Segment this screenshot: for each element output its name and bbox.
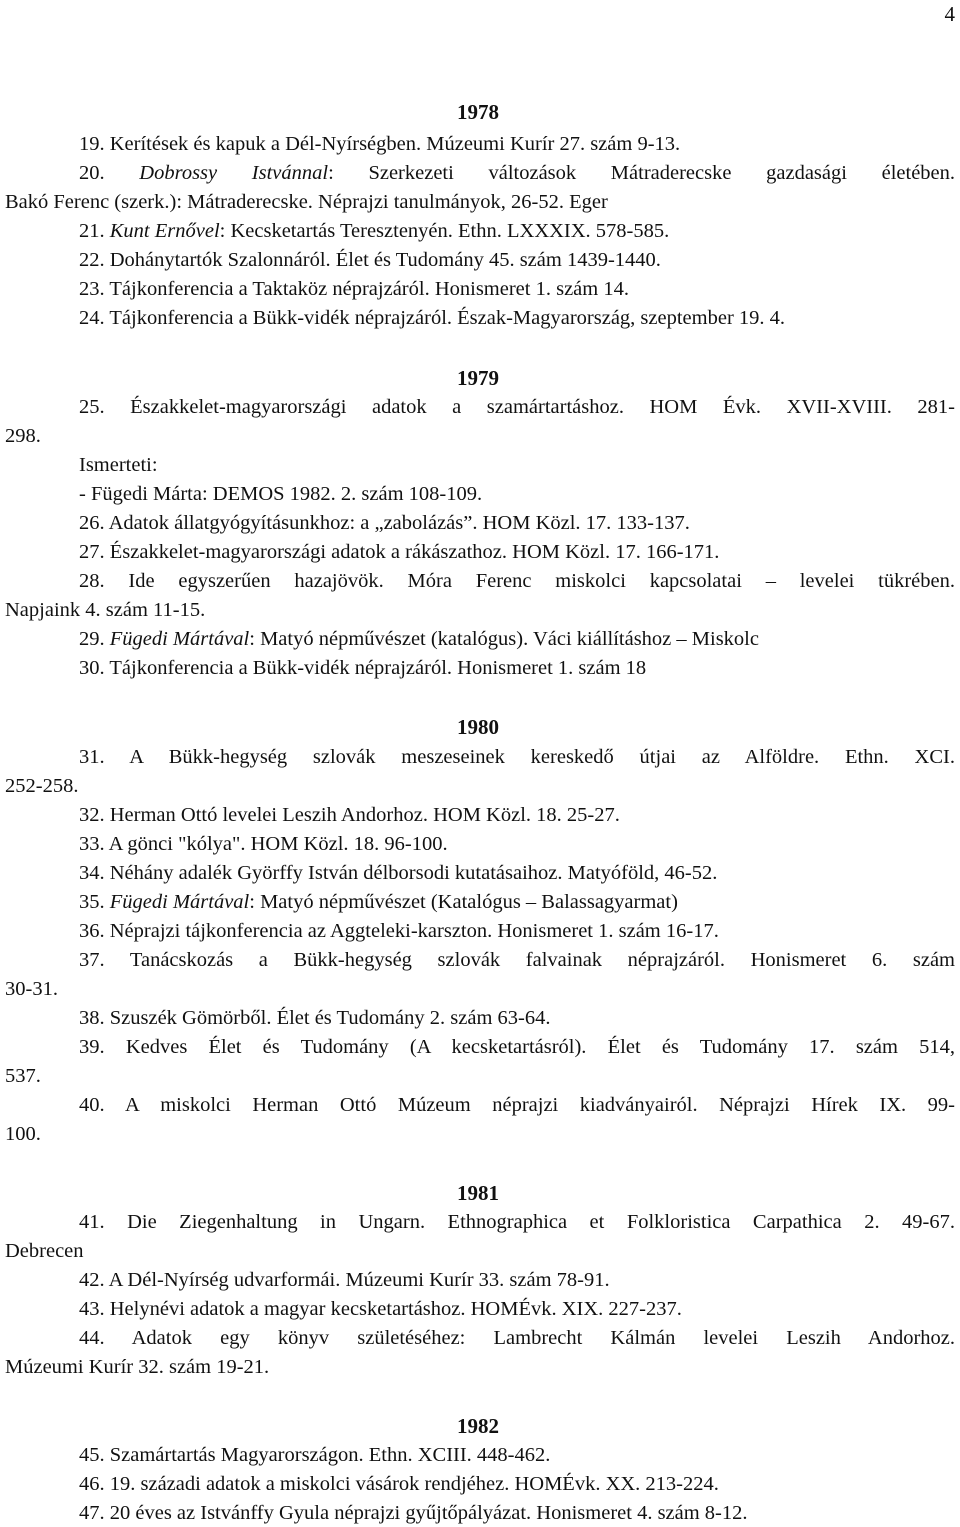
entry-continuation: 252-258.: [5, 775, 79, 797]
entry-continuation: 100.: [5, 1123, 41, 1145]
bibliography-entry: 46. 19. századi adatok a miskolci vásárok rendjéhez. HOMÉvk. XX. 213-224.: [79, 1473, 719, 1495]
coauthor-name: Fügedi Mártával: [109, 628, 250, 650]
entry-continuation: Napjaink 4. szám 11-15.: [5, 599, 206, 621]
bibliography-entry: 40. A miskolci Herman Ottó Múzeum néprajzi kiadványairól. Néprajzi Hírek IX. 99-: [79, 1094, 955, 1116]
section-year-heading: 1981: [457, 1181, 499, 1205]
coauthor-name: Fügedi Mártával: [109, 891, 250, 913]
entry-continuation: Múzeumi Kurír 32. szám 19-21.: [5, 1356, 270, 1378]
bibliography-entry: 19. Kerítések és kapuk a Dél-Nyírségben. Múzeumi Kurír 27. szám 9-13.: [79, 133, 681, 155]
section-year-heading: 1982: [457, 1414, 499, 1438]
bibliography-entry: 20. Dobrossy Istvánnal: Szerkezeti változások Mátraderecske gazdasági életében.: [79, 162, 956, 184]
entry-continuation: Bakó Ferenc (szerk.): Mátraderecske. Néprajzi tanulmányok, 26-52. Eger: [5, 191, 608, 213]
entry-continuation: 30-31.: [5, 978, 58, 1000]
section-year-heading: 1980: [457, 715, 499, 739]
bibliography-entry: 27. Északkelet-magyarországi adatok a rákászathoz. HOM Közl. 17. 166-171.: [79, 541, 720, 563]
bibliography-entry: 42. A Dél-Nyírség udvarformái. Múzeumi Kurír 33. szám 78-91.: [79, 1269, 610, 1291]
bibliography-entry: 37. Tanácskozás a Bükk-hegység szlovák falvainak néprajzáról. Honismeret 6. szám: [79, 949, 955, 971]
entry-continuation: Debrecen: [5, 1240, 84, 1262]
entry-continuation: 537.: [5, 1065, 41, 1087]
bibliography-entry: 47. 20 éves az Istvánffy Gyula néprajzi gyűjtőpályázat. Honismeret 4. szám 8-12.: [79, 1502, 748, 1524]
bibliography-entry: 36. Néprajzi tájkonferencia az Aggteleki-karszton. Honismeret 1. szám 16-17.: [79, 920, 719, 942]
coauthor-name: Dobrossy Istvánnal: [139, 162, 329, 184]
review-item: - Fügedi Márta: DEMOS 1982. 2. szám 108-109.: [79, 483, 483, 505]
entry-continuation: 298.: [5, 425, 41, 447]
bibliography-entry: 43. Helynévi adatok a magyar kecsketartáshoz. HOMÉvk. XIX. 227-237.: [79, 1298, 682, 1320]
bibliography-entry: 30. Tájkonferencia a Bükk-vidék néprajzáról. Honismeret 1. szám 18: [79, 657, 647, 679]
coauthor-name: Kunt Ernővel: [109, 220, 220, 242]
bibliography-entry: 28. Ide egyszerűen hazajövök. Móra Ferenc miskolci kapcsolatai – levelei tükrében.: [79, 570, 955, 592]
bibliography-entry: 24. Tájkonferencia a Bükk-vidék néprajzáról. Észak-Magyarország, szeptember 19. 4.: [79, 307, 786, 329]
bibliography-entry: 31. A Bükk-hegység szlovák meszeseinek kereskedő útjai az Alföldre. Ethn. XCI.: [79, 746, 955, 768]
bibliography-entry: 26. Adatok állatgyógyításunkhoz: a „zabolázás”. HOM Közl. 17. 133-137.: [79, 512, 690, 534]
review-label: Ismerteti:: [79, 454, 158, 476]
bibliography-entry: 35. Fügedi Mártával: Matyó népművészet (Katalógus – Balassagyarmat): [79, 891, 678, 913]
bibliography-entry: 22. Dohánytartók Szalonnáról. Élet és Tudomány 45. szám 1439-1440.: [79, 249, 661, 271]
bibliography-entry: 39. Kedves Élet és Tudomány (A kecsketartásról). Élet és Tudomány 17. szám 514,: [79, 1036, 955, 1058]
bibliography-entry: 38. Szuszék Gömörből. Élet és Tudomány 2. szám 63-64.: [79, 1007, 551, 1029]
bibliography-entry: 32. Herman Ottó levelei Leszih Andorhoz. HOM Közl. 18. 25-27.: [79, 804, 620, 826]
page-number: 4: [944, 2, 955, 26]
bibliography-entry: 34. Néhány adalék Györffy István délborsodi kutatásaihoz. Matyóföld, 46-52.: [79, 862, 718, 884]
bibliography-entry: 25. Északkelet-magyarországi adatok a szamártartáshoz. HOM Évk. XVII-XVIII. 281-: [79, 396, 955, 418]
section-year-heading: 1979: [457, 366, 499, 390]
bibliography-entry: 44. Adatok egy könyv születéséhez: Lambrecht Kálmán levelei Leszih Andorhoz.: [79, 1327, 955, 1349]
bibliography-entry: 29. Fügedi Mártával: Matyó népművészet (katalógus). Váci kiállításhoz – Miskolc: [79, 628, 759, 650]
bibliography-entry: 33. A gönci "kólya". HOM Közl. 18. 96-100.: [79, 833, 448, 855]
bibliography-entry: 21. Kunt Ernővel: Kecsketartás Teresztenyén. Ethn. LXXXIX. 578-585.: [79, 220, 670, 242]
section-year-heading: 1978: [457, 100, 499, 124]
bibliography-entry: 45. Szamártartás Magyarországon. Ethn. XCIII. 448-462.: [79, 1444, 551, 1466]
bibliography-entry: 41. Die Ziegenhaltung in Ungarn. Ethnographica et Folkloristica Carpathica 2. 49-67.: [79, 1211, 955, 1233]
bibliography-entry: 23. Tájkonferencia a Taktaköz néprajzáról. Honismeret 1. szám 14.: [79, 278, 629, 300]
